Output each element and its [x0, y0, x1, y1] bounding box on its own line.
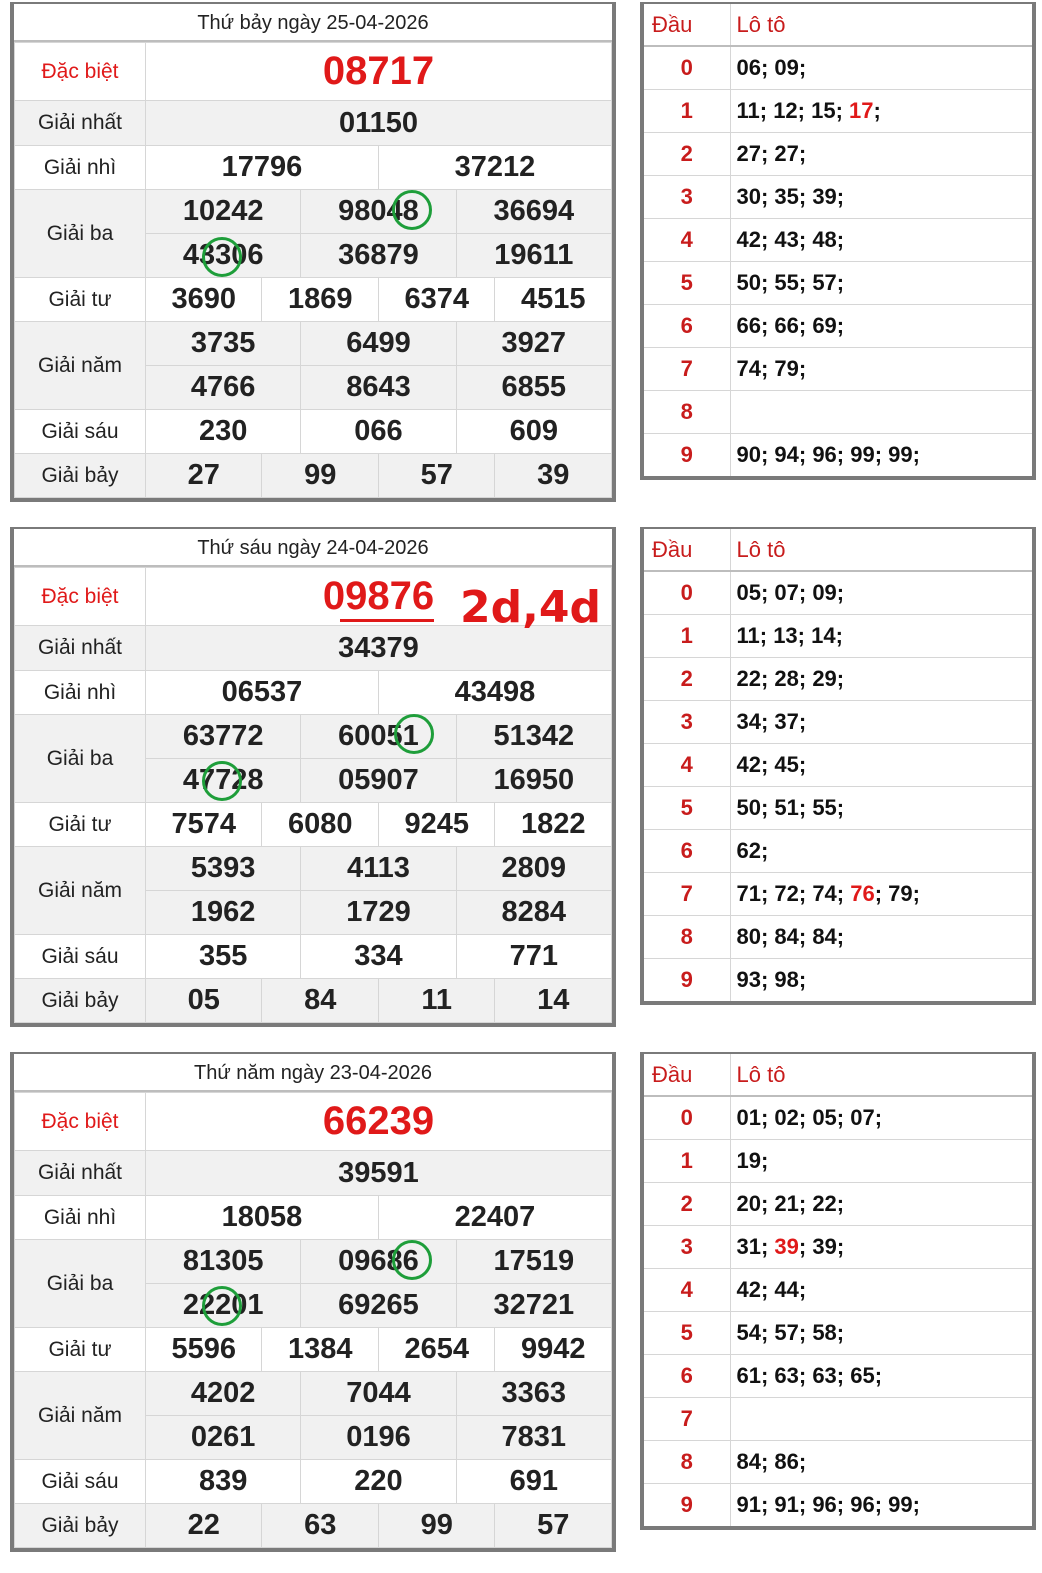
- loto-values-column: Lô tô: [730, 529, 1032, 571]
- seventh-prize-number: 27: [146, 454, 262, 498]
- special-prize-number: 09876: [146, 568, 612, 626]
- loto-head-digit: 5: [644, 786, 730, 829]
- third-prize-number: 63772: [146, 715, 301, 759]
- results-table-day-1: [10, 2, 616, 502]
- label-third-prize: Giải ba: [15, 190, 146, 278]
- seventh-prize-number: 11: [378, 979, 494, 1023]
- results-date-header: Thứ năm ngày 23-04-2026: [14, 1054, 612, 1092]
- fourth-prize-number: 1822: [495, 803, 612, 847]
- loto-head-digit: 9: [680, 966, 693, 992]
- third-prize-number: 22201: [146, 1284, 301, 1328]
- label-fifth-prize: Giải năm: [15, 1372, 146, 1460]
- second-prize-number: 06537: [146, 671, 379, 715]
- sixth-prize-number: 771: [456, 935, 611, 979]
- loto-values: 84; 86;: [730, 1440, 1032, 1483]
- third-prize-number: 51342: [456, 715, 611, 759]
- fifth-prize-number: 6855: [456, 366, 611, 410]
- loto-head-digit: 2: [644, 1182, 730, 1225]
- loto-highlight: 39: [774, 1233, 799, 1259]
- label-second-prize: Giải nhì: [15, 146, 146, 190]
- loto-head-digit: 7: [644, 347, 730, 390]
- fifth-prize-number: 0196: [301, 1416, 456, 1460]
- loto-values: 27; 27;: [730, 132, 1032, 175]
- results-date-header: Thứ sáu ngày 24-04-2026: [14, 529, 612, 567]
- third-prize-number: 98048: [301, 190, 456, 234]
- loto-values: 22; 28; 29;: [730, 657, 1032, 700]
- loto-head-digit: 3: [644, 175, 730, 218]
- label-third-prize: Giải ba: [15, 715, 146, 803]
- loto-values: 91; 91; 96; 96; 99;: [730, 1483, 1032, 1526]
- fifth-prize-number: 3735: [146, 322, 301, 366]
- loto-head-digit: 2: [644, 132, 730, 175]
- loto-values: 62;: [730, 829, 1032, 872]
- third-prize-number: 16950: [456, 759, 611, 803]
- loto-head-column: Đầu: [644, 4, 730, 46]
- loto-values: 61; 63; 63; 65;: [730, 1354, 1032, 1397]
- loto-head-digit: 3: [644, 700, 730, 743]
- loto-values: 42; 45;: [730, 743, 1032, 786]
- loto-head-digit: 0: [644, 571, 730, 614]
- seventh-prize-number: 99: [262, 454, 378, 498]
- loto-table-day-2: [640, 527, 1036, 1005]
- seventh-prize-number: 39: [495, 454, 612, 498]
- sixth-prize-number: 230: [146, 410, 301, 454]
- loto-head-digit: 5: [644, 261, 730, 304]
- fourth-prize-number: 9245: [378, 803, 494, 847]
- second-prize-number: 37212: [378, 146, 611, 190]
- seventh-prize-number: 99: [378, 1504, 494, 1548]
- loto-head-digit: 1: [644, 89, 730, 132]
- sixth-prize-number: 334: [301, 935, 456, 979]
- loto-head-column: Đầu: [644, 1054, 730, 1096]
- sixth-prize-number: 691: [456, 1460, 611, 1504]
- loto-values: 66; 66; 69;: [730, 304, 1032, 347]
- third-prize-number: 47728: [146, 759, 301, 803]
- second-prize-number: 17796: [146, 146, 379, 190]
- loto-highlight: 17: [849, 97, 874, 123]
- third-prize-number: 10242: [146, 190, 301, 234]
- sixth-prize-number: 220: [301, 1460, 456, 1504]
- label-seventh-prize: Giải bảy: [15, 454, 146, 498]
- loto-head-digit: 8: [644, 1440, 730, 1483]
- loto-values: [730, 1397, 1032, 1440]
- seventh-prize-number: 57: [495, 1504, 612, 1548]
- fifth-prize-number: 5393: [146, 847, 301, 891]
- loto-values: 50; 55; 57;: [730, 261, 1032, 304]
- loto-values: [730, 390, 1032, 433]
- label-sixth-prize: Giải sáu: [15, 410, 146, 454]
- third-prize-number: 17519: [456, 1240, 611, 1284]
- fifth-prize-number: 2809: [456, 847, 611, 891]
- loto-head-digit: 9: [680, 441, 693, 467]
- label-special-prize: Đặc biệt: [15, 43, 146, 101]
- fifth-prize-number: 4113: [301, 847, 456, 891]
- loto-head-digit: 4: [644, 218, 730, 261]
- loto-head-digit: 8: [644, 915, 730, 958]
- fourth-prize-number: 7574: [146, 803, 262, 847]
- third-prize-number: 69265: [301, 1284, 456, 1328]
- loto-head-digit: 1: [644, 614, 730, 657]
- loto-table-day-1: [640, 2, 1036, 480]
- fourth-prize-number: 2654: [378, 1328, 494, 1372]
- label-first-prize: Giải nhất: [15, 626, 146, 671]
- label-special-prize: Đặc biệt: [15, 568, 146, 626]
- second-prize-number: 22407: [378, 1196, 611, 1240]
- fifth-prize-number: 1729: [301, 891, 456, 935]
- fifth-prize-number: 1962: [146, 891, 301, 935]
- loto-head-digit: 9: [680, 1491, 693, 1517]
- label-fourth-prize: Giải tư: [15, 803, 146, 847]
- loto-values: 80; 84; 84;: [730, 915, 1032, 958]
- fourth-prize-number: 5596: [146, 1328, 262, 1372]
- fourth-prize-number: 9942: [495, 1328, 612, 1372]
- loto-values: 30; 35; 39;: [730, 175, 1032, 218]
- seventh-prize-number: 63: [262, 1504, 378, 1548]
- loto-head-digit: 7: [644, 1397, 730, 1440]
- fourth-prize-number: 1869: [262, 278, 378, 322]
- third-prize-number: 19611: [456, 234, 611, 278]
- loto-values: 06; 09;: [730, 46, 1032, 89]
- fifth-prize-number: 7044: [301, 1372, 456, 1416]
- fifth-prize-number: 8284: [456, 891, 611, 935]
- loto-head-digit: 8: [644, 390, 730, 433]
- sixth-prize-number: 609: [456, 410, 611, 454]
- loto-head-digit: 1: [644, 1139, 730, 1182]
- label-first-prize: Giải nhất: [15, 101, 146, 146]
- loto-values: 42; 44;: [730, 1268, 1032, 1311]
- loto-values-column: Lô tô: [730, 1054, 1032, 1096]
- loto-values: 54; 57; 58;: [730, 1311, 1032, 1354]
- special-prize-number: 08717: [146, 43, 612, 101]
- loto-values: 05; 07; 09;: [730, 571, 1032, 614]
- fifth-prize-number: 4202: [146, 1372, 301, 1416]
- results-date-header: Thứ bảy ngày 25-04-2026: [14, 4, 612, 42]
- third-prize-number: 36694: [456, 190, 611, 234]
- loto-values: 11; 13; 14;: [730, 614, 1032, 657]
- special-prize-number: 66239: [146, 1093, 612, 1151]
- label-second-prize: Giải nhì: [15, 671, 146, 715]
- fifth-prize-number: 3927: [456, 322, 611, 366]
- loto-values: 11; 12; 15; 17;: [730, 89, 1032, 132]
- second-prize-number: 18058: [146, 1196, 379, 1240]
- label-fifth-prize: Giải năm: [15, 322, 146, 410]
- label-special-prize: Đặc biệt: [15, 1093, 146, 1151]
- loto-head-digit: 6: [644, 304, 730, 347]
- label-seventh-prize: Giải bảy: [15, 1504, 146, 1548]
- seventh-prize-number: 84: [262, 979, 378, 1023]
- seventh-prize-number: 05: [146, 979, 262, 1023]
- third-prize-number: 32721: [456, 1284, 611, 1328]
- sixth-prize-number: 355: [146, 935, 301, 979]
- loto-head-digit: 2: [644, 657, 730, 700]
- label-fifth-prize: Giải năm: [15, 847, 146, 935]
- label-third-prize: Giải ba: [15, 1240, 146, 1328]
- loto-values: 31; 39; 39;: [730, 1225, 1032, 1268]
- results-table-day-3: [10, 1052, 616, 1552]
- loto-head-digit: 0: [644, 1096, 730, 1139]
- label-first-prize: Giải nhất: [15, 1151, 146, 1196]
- loto-head-digit: 3: [644, 1225, 730, 1268]
- loto-values: 34; 37;: [730, 700, 1032, 743]
- loto-head-digit: 0: [644, 46, 730, 89]
- third-prize-number: 36879: [301, 234, 456, 278]
- loto-values: 90; 94; 96; 99; 99;: [730, 433, 1032, 476]
- special-prize-underline: [340, 619, 434, 622]
- loto-values: 01; 02; 05; 07;: [730, 1096, 1032, 1139]
- fifth-prize-number: 6499: [301, 322, 456, 366]
- loto-values: 71; 72; 74; 76; 79;: [730, 872, 1032, 915]
- loto-head-digit: 4: [644, 743, 730, 786]
- fifth-prize-number: 7831: [456, 1416, 611, 1460]
- fourth-prize-number: 6374: [378, 278, 494, 322]
- loto-head-digit: 5: [644, 1311, 730, 1354]
- fifth-prize-number: 8643: [301, 366, 456, 410]
- loto-values: 19;: [730, 1139, 1032, 1182]
- loto-values: 42; 43; 48;: [730, 218, 1032, 261]
- fifth-prize-number: 4766: [146, 366, 301, 410]
- third-prize-number: 81305: [146, 1240, 301, 1284]
- loto-values: 20; 21; 22;: [730, 1182, 1032, 1225]
- loto-head-digit: 6: [644, 1354, 730, 1397]
- label-sixth-prize: Giải sáu: [15, 1460, 146, 1504]
- loto-head-digit: 7: [644, 872, 730, 915]
- third-prize-number: 60051: [301, 715, 456, 759]
- loto-values: 74; 79;: [730, 347, 1032, 390]
- handwritten-note: 2d,4d: [460, 582, 601, 633]
- fourth-prize-number: 4515: [495, 278, 612, 322]
- label-second-prize: Giải nhì: [15, 1196, 146, 1240]
- fourth-prize-number: 1384: [262, 1328, 378, 1372]
- first-prize-number: 01150: [146, 101, 612, 146]
- third-prize-number: 09686: [301, 1240, 456, 1284]
- label-fourth-prize: Giải tư: [15, 1328, 146, 1372]
- third-prize-number: 05907: [301, 759, 456, 803]
- seventh-prize-number: 57: [378, 454, 494, 498]
- loto-values: 93; 98;: [730, 958, 1032, 1001]
- label-fourth-prize: Giải tư: [15, 278, 146, 322]
- fifth-prize-number: 0261: [146, 1416, 301, 1460]
- seventh-prize-number: 14: [495, 979, 612, 1023]
- third-prize-number: 43306: [146, 234, 301, 278]
- fourth-prize-number: 6080: [262, 803, 378, 847]
- fifth-prize-number: 3363: [456, 1372, 611, 1416]
- fourth-prize-number: 3690: [146, 278, 262, 322]
- first-prize-number: 34379: [146, 626, 612, 671]
- sixth-prize-number: 066: [301, 410, 456, 454]
- label-seventh-prize: Giải bảy: [15, 979, 146, 1023]
- second-prize-number: 43498: [378, 671, 611, 715]
- label-sixth-prize: Giải sáu: [15, 935, 146, 979]
- loto-values: 50; 51; 55;: [730, 786, 1032, 829]
- loto-head-column: Đầu: [644, 529, 730, 571]
- seventh-prize-number: 22: [146, 1504, 262, 1548]
- loto-head-digit: 6: [644, 829, 730, 872]
- loto-head-digit: 4: [644, 1268, 730, 1311]
- loto-values-column: Lô tô: [730, 4, 1032, 46]
- loto-highlight: 76: [850, 880, 875, 906]
- loto-table-day-3: [640, 1052, 1036, 1530]
- first-prize-number: 39591: [146, 1151, 612, 1196]
- sixth-prize-number: 839: [146, 1460, 301, 1504]
